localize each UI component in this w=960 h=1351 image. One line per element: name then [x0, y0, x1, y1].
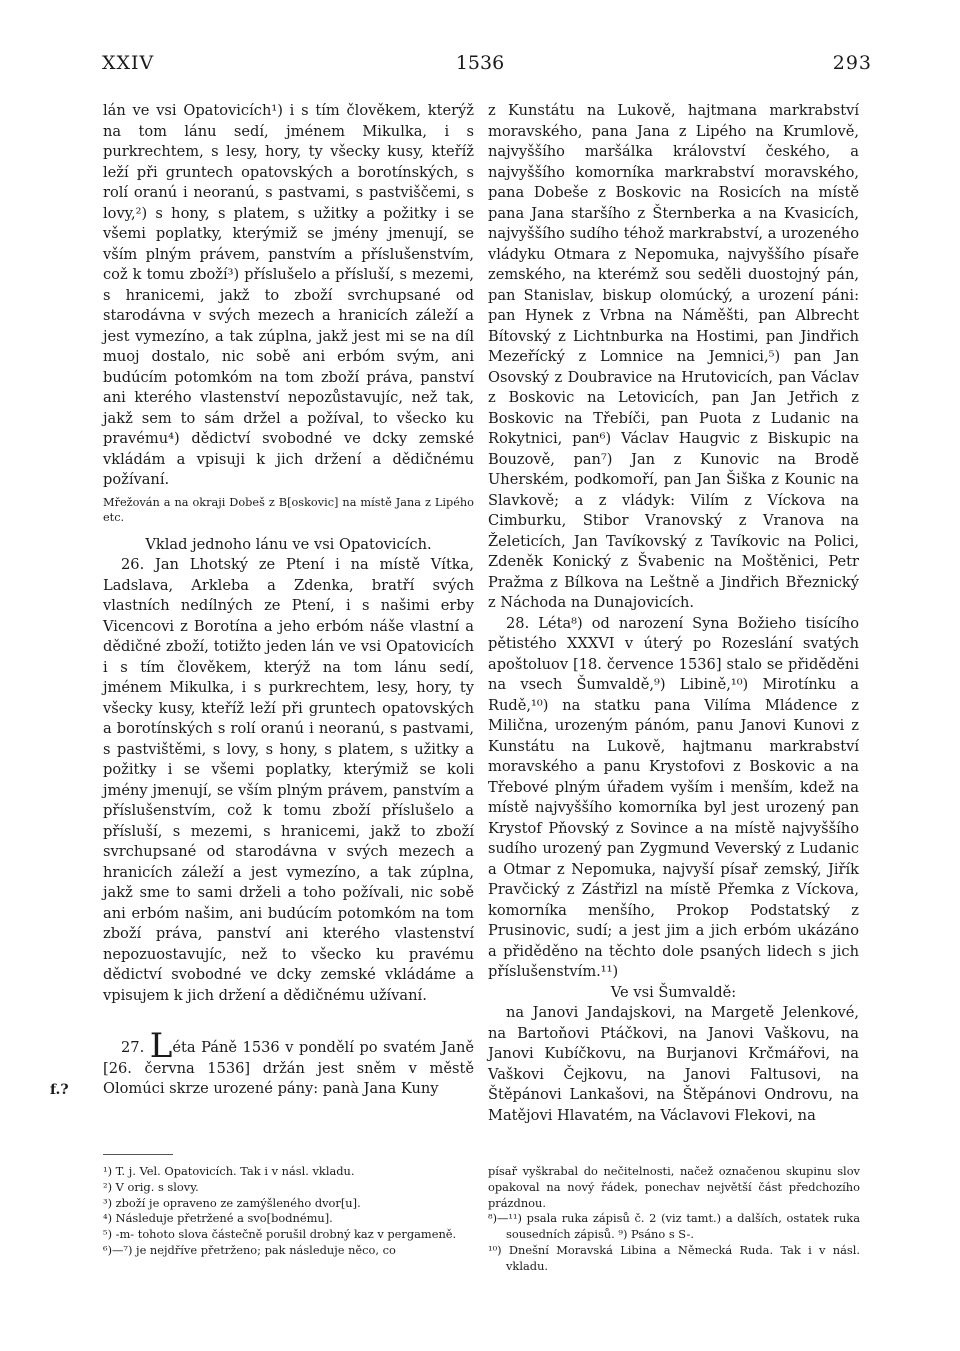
footnote-rule — [103, 1154, 173, 1155]
paragraph-28: 28. Léta⁸) od narození Syna Božieho tisícího pětistého XXXVI v úterý po Rozeslání svatých apoštoluov [18. července 1536] stalo se přiděděni na vsech Šumvaldě,⁹) Libině,¹⁰) Mirotínku a Rudě,¹⁰) na statku pana Vilíma Mládence z Milična, urozeným pánóm, panu Janovi Kunovi z Kunstátu na Lukově, hajtmanu markrabství moravského a panu Krystofovi z Boskovic a na Třebové plným úřadem vyším i menším, kdež na místě najvyššího komorníka byl jest urozený pan Krystof Pňovský z Sovince a na místě najvyššího sudího urozený pan Zygmund Veverský z Ludanic a Otmar z Nepomuka, najvyší písař zemský, Jiřík Pravčický z Zástřizl na místě Přemka z Víckova, komorníka menšího, Prokop Podstatský z Prusinovic, sudí; a jest jim a jich erbóm ukázáno a přiděděno na těchto dole psaných lidech s jich příslušenstvím.¹¹) — [488, 614, 859, 980]
footnote: ⁶)—⁷) je nejdříve přetrženo; pak následuje něco, co — [103, 1242, 396, 1257]
footnote: ¹) T. j. Vel. Opatovicích. Tak i v násl. vkladu. — [103, 1164, 355, 1178]
paragraph-27-continued: z Kunstátu na Lukově, hajtmana markrabství moravského, pana Jana z Lipého na Krumlově, najvyššího maršálka království českého, a najvyššího komorníka markrabství moravského, pana Dobeše z Boskovic na Rosicích na místě pana Jana staršího z Šternberka a na Kvasicích, najvyššího sudího téhož markrabství, a urozeného vládyku Otmara z Nepomuka, najvyššího písaře zemského, na kterémž sou seděli duostojný pán, pan Stanislav, biskup olomúcký, a urození páni: pan Hynek z Vrbna na Náměšti, pan Albrecht Bítovský z Lichtnburka na Hostimi, pan Jindřich Mezeřícký z Lomnice na Jemnici,⁵) pan Jan Osovský z Doubravice na Hrutovicích, pan Václav z Boskovic na Letovicích, pan Jan Jetřich z Boskovic na Třebíči, pan Puota z Ludanic na Rokytnici, pan⁶) Václav Haugvic z Biskupic na Bouzově, pan⁷) Jan z Kunovic na Brodě Uherském, podkomoří, pan Jan Šiška z Kounic na Slavkově; a z vládyk: Vilím z Víckova na Cimburku, Stibor Vranovský z Vranova na Želeticích, Jan Tavíkovský z Tavíkovic na Polici, Zdeněk Konický z Švabenic na Moštěnici, Petr Pražma z Bílkova na Leštně a Jindřich Březnický z Náchoda na Dunajovicích. — [488, 102, 859, 611]
footnote: ¹⁰) Dnešní Moravská Libina a Německá Ruda. Tak i v násl. vkladu. — [488, 1242, 860, 1273]
footnote: ⁸)—¹¹) psala ruka zápisů č. 2 (viz tamt.) a dalších, ostatek ruka sousedních zápisů. ⁹) Psáno s S-. — [488, 1211, 860, 1242]
footnote: ²) V orig. s slovy. — [103, 1179, 199, 1194]
paragraph-25-end: lán ve vsi Opatovicích¹) i s tím člověkem, kterýž na tom lánu sedí, jménem Mikulka, i s purkrechtem, s lesy, hory, ty všecky kusy, kteříž leží při gruntech opatovských a borotínských, s rolí oranú i neoranú, s pastvami, s pastviščemi, s lovy,²) s hony, s platem, s užitky a požitky i se všemi poplatky, kterýmiž se jmény jmenují, se vším plným právem, panstvím a příslušenstvím, což k tomu zboží³) příslušelo a přísluší, s mezemi, s hranicemi, jakž to zboží svrchupsané od starodávna v svých mezech a hranicích záleží a jest vymezíno, a tak zúplna, jakž jest mi se na díl muoj dostalo, nic sobě ani erbóm svým, ani budúcím potomkóm na tom zboží práva, panství ani kterého vlastenství nepozůstavujíc, než tak, jakž sem to sám držel a požíval, to všecko ku pravému⁴) dědictví svobodné ve dcky zemské vkládám a vpisuji k jich držení a dědičnému požívaní. — [103, 102, 474, 488]
paragraph-26: 26. Jan Lhotský ze Ptení i na místě Vítka, Ladslava, Arkleba a Zdenka, bratří svých vlastních nedílných ze Ptení, i s našimi erby Vicencovi z Borotína a jeho erbóm náše vlastní a dědičné zboží, totižto jeden lán ve vsi Opatovicích i s tím člověkem, kterýž na tom lánu sedí, jménem Mikulka, i s purkrechtem, lesy, hory, ty všecky kusy, kteříž leží při gruntech opatovských a borotínských s rolí oranú i neoranú, s pastvami, s pastvištěmi, s lovy, s hony, s platem, s užitky a požitky i se všemi poplatky, kterýmiž se koli jmény jmenují, se vším plným právem, panstvím a příslušenstvím, což k tomu zboží příslušelo a přísluší, s mezemi, s hranicemi, jakž to zboží svrchupsané od starodávna v svých mezech a hranicích záleží a jest vymezíno, a tak zúplna, jakž sme to sami drželi a toho požívali, nic sobě ani erbóm našim, ani budúcím potomkóm na tom zboží práva, panství ani kterého vlastenství nepozuostavujíc, než to všecko ku pravému dědictví svobodné ve dcky zemské vkládáme a vpisujem k jich držení a dědičnému užívaní. — [103, 556, 474, 1004]
margin-mark: f.? — [50, 1082, 69, 1098]
header-volume: XXIV — [102, 52, 155, 74]
editorial-note: Mřežován a na okraji Dobeš z B[oskovic] na místě Jana z Lipého etc. — [103, 495, 474, 524]
page-number: 293 — [832, 52, 872, 74]
left-column — [103, 101, 474, 1100]
village-heading: Ve vsi Šumvaldě: — [610, 983, 737, 1001]
entry-number-27: 27. — [121, 1039, 145, 1056]
right-column — [488, 101, 859, 1126]
footnotes-left — [103, 1164, 475, 1259]
entry-heading: Vklad jednoho lánu ve vsi Opatovicích. — [145, 535, 432, 553]
people-list: na Janovi Jandajskovi, na Margetě Jelenkové, na Bartoňovi Ptáčkovi, na Janovi Vaškovu, na Janovi Kubíčkovu, na Burjanovi Krčmářovi, na Vaškovi Čejkovu, na Janovi Faltusovi, na Štěpánovi Lankašovi, na Štěpánovi Ondrovu, na Matějovi Hlavatém, na Václavovi Flekovi, na — [488, 1004, 859, 1124]
paragraph-27-text: éta Páně 1536 v pondělí po svatém Janě [26. června 1536] držán jest sněm v městě Olomúci skrze urozené pány: panà Jana Kuny — [103, 1039, 475, 1097]
footnotes-right — [488, 1164, 860, 1275]
header-year: 1536 — [455, 52, 505, 74]
drop-cap: L — [149, 1026, 173, 1066]
paragraph-27 — [103, 1026, 475, 1100]
footnote: ⁵) -m- tohoto slova částečně porušil drobný kaz v pergameně. — [103, 1227, 457, 1242]
footnote: ³) zboží je opraveno ze zamýšleného dvor[u]. — [103, 1195, 361, 1210]
footnote: písař vyškrabal do nečitelnosti, načež označenou skupinu slov opakoval na nový řádek, ponechav největší část předchozího prázdnou. — [488, 1164, 860, 1210]
footnote: ⁴) Následuje přetržené a svo[bodnému]. — [103, 1211, 333, 1226]
